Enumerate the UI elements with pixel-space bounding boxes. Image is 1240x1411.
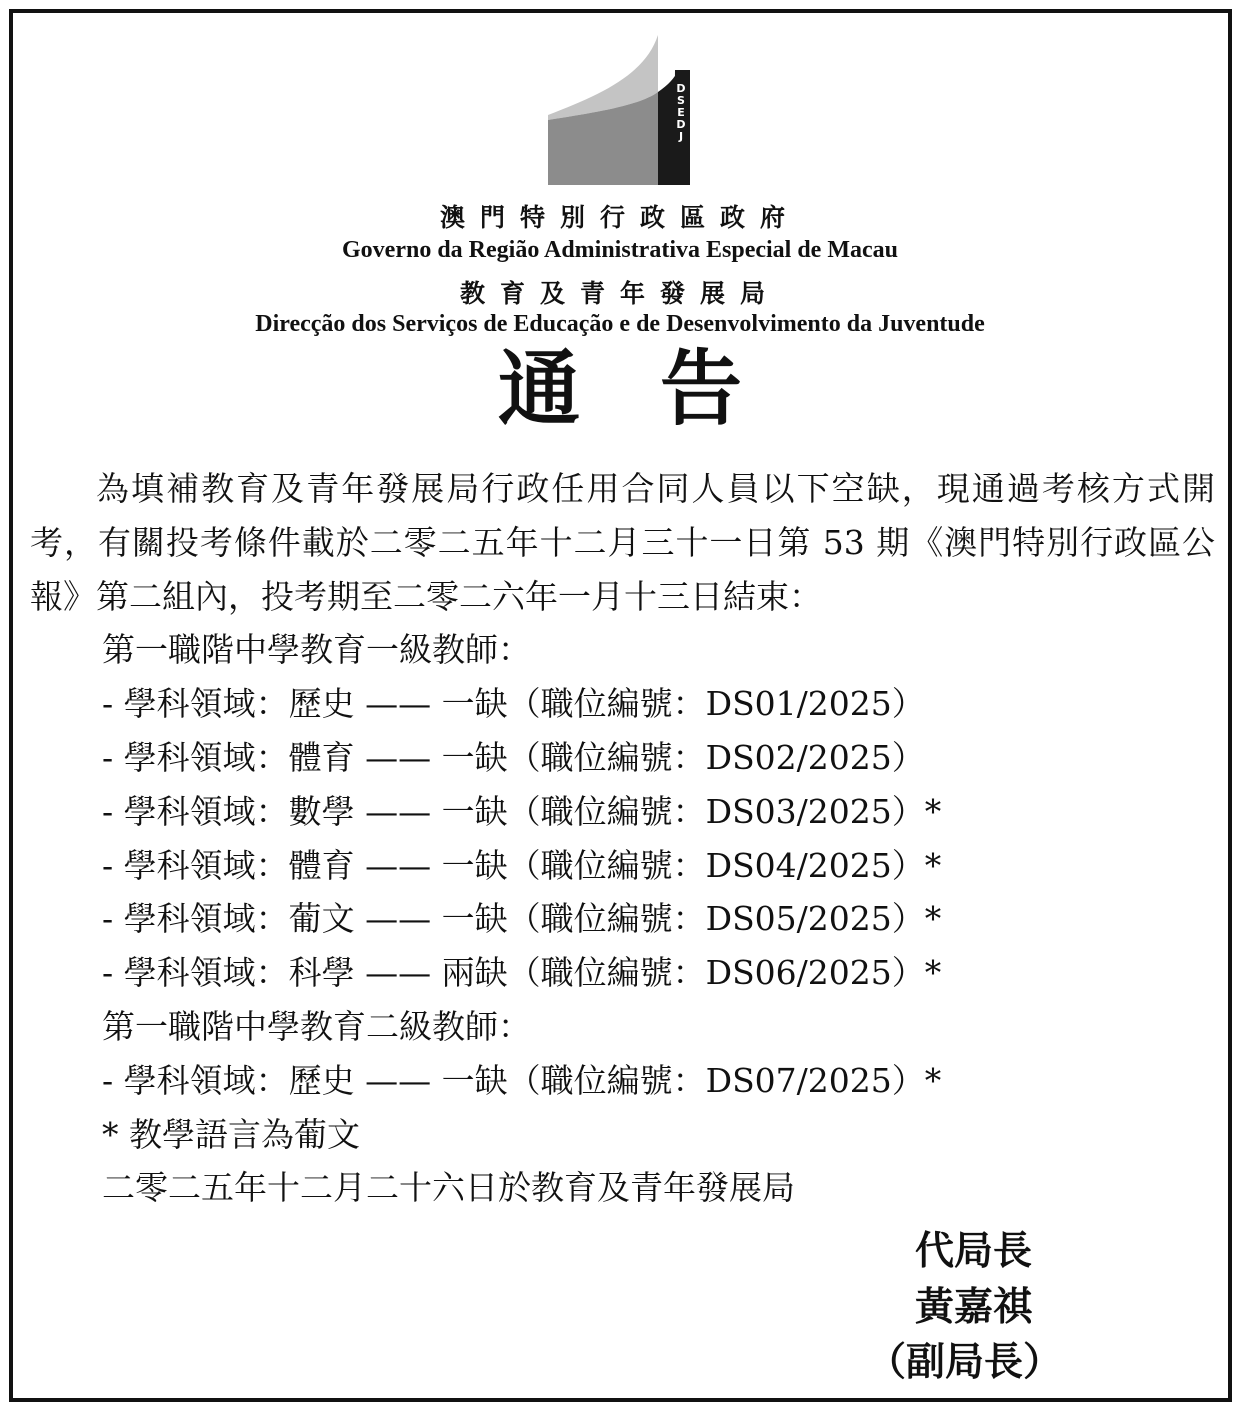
government-name-portuguese: Governo da Região Administrativa Especial de Macau	[342, 237, 898, 263]
government-name-chinese: 澳門特別行政區政府	[439, 203, 800, 232]
vacancy-item: - 學科領域：葡文 —— 一缺（職位編號：DS05/2025）*	[102, 899, 942, 939]
vacancy-item: - 學科領域：歷史 —— 一缺（職位編號：DS07/2025）*	[102, 1060, 942, 1100]
notice-body	[30, 462, 1215, 1215]
footnote: * 教學語言為葡文	[102, 1114, 360, 1154]
vacancy-item: - 學科領域：體育 —— 一缺（職位編號：DS04/2025）*	[102, 845, 942, 885]
vacancy-item: - 學科領域：體育 —— 一缺（職位編號：DS02/2025）	[102, 737, 925, 777]
vacancy-item: - 學科領域：數學 —— 一缺（職位編號：DS03/2025）*	[102, 791, 942, 831]
intro-paragraph: 為填補教育及青年發展局行政任用合同人員以下空缺，現通過考核方式開考，有關投考條件載於二零二五年十二月三十一日第 53 期《澳門特別行政區公報》第二組內，投考期至二零二六年一月十三日結束：	[30, 469, 1215, 616]
notice-title: 通告	[497, 341, 822, 437]
group2-heading: 第一職階中學教育二級教師：	[102, 1006, 531, 1046]
department-name-portuguese: Direcção dos Serviços de Educação e de Desenvolvimento da Juventude	[255, 311, 985, 337]
signature-role: （副局長）	[866, 1339, 1062, 1385]
signature-name: 黃嘉祺	[914, 1284, 1032, 1330]
signature-title: 代局長	[914, 1228, 1032, 1274]
vacancy-item: - 學科領域：科學 —— 兩缺（職位編號：DS06/2025）*	[102, 953, 942, 993]
department-name-chinese: 教育及青年發展局	[459, 279, 780, 308]
date-place: 二零二五年十二月二十六日於教育及青年發展局	[102, 1168, 795, 1208]
group1-heading: 第一職階中學教育一級教師：	[102, 630, 531, 670]
logo-acronym: D S E D J	[676, 82, 686, 143]
vacancy-item: - 學科領域：歷史 —— 一缺（職位編號：DS01/2025）	[102, 684, 925, 724]
dsedj-logo-icon	[540, 30, 700, 190]
